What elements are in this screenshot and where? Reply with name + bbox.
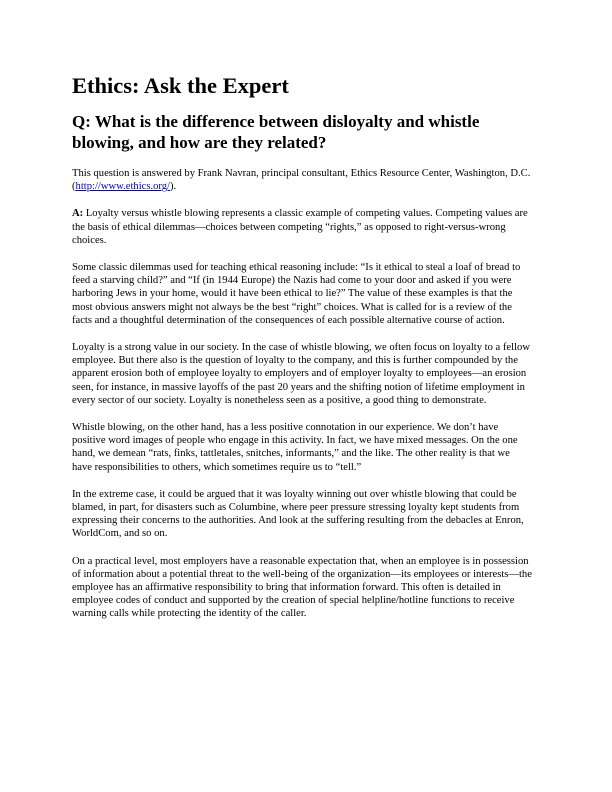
answer-text: Loyalty versus whistle blowing represents a classic example of competing values. Competing values are the basis of ethical dilemmas—choices between competing “rights,” as opposed to right-versus-wrong choices. — [72, 208, 528, 246]
question-heading: Q: What is the difference between disloyalty and whistle blowing, and how are they related? — [72, 112, 480, 152]
intro-paragraph — [72, 167, 532, 193]
intro-text: This question is answered by Frank Navran, principal consultant, Ethics Resource Center, Washington, D.C. ( — [72, 168, 531, 193]
body-paragraph: On a practical level, most employers have a reasonable expectation that, when an employee is in possession of information about a potential threat to the well-being of the organization—its employees or interests—the employee has an affirmative responsibility to bring that information forward. This often is detailed in employee codes of conduct and supported by the creation of special helpline/hotline functions to receive warning calls while protecting the identity of the caller. — [72, 555, 532, 620]
ethics-org-link[interactable]: http://www.ethics.org/ — [75, 181, 170, 193]
body-paragraph: Whistle blowing, on the other hand, has a less positive connotation in our experience. We don’t have positive word images of people who engage in this activity. In fact, we have mixed messages. On the one hand, we demean “rats, finks, tattletales, snitches, informants,” and the like. The other reality is that we have responsibilities to others, which sometimes require us to “tell.” — [72, 422, 518, 473]
body-paragraph: In the extreme case, it could be argued that it was loyalty winning out over whistle blowing that could be blamed, in part, for disasters such as Columbine, where peer pressure stressing loyalty kept students from expressing their concerns to the authorities. And look at the suffering resulting from the debacles at Enron, WorldCom, and so on. — [72, 488, 524, 540]
answer-label: A: — [72, 208, 84, 220]
intro-text-end: ). — [170, 181, 177, 193]
body-paragraph: Some classic dilemmas used for teaching ethical reasoning include: “Is it ethical to steal a loaf of bread to feed a starving child?” and “If (in 1944 Europe) the Nazis had come to your door and asked if you were harboring Jews in your home, would it have been ethical to lie?” The value of these examples is that the most obvious answers might not always be the best “right” choices. What is called for is a review of the facts and a thoughtful determination of the consequences of each possible alternative course of action. — [72, 262, 521, 326]
page-title: Ethics: Ask the Expert — [72, 73, 289, 98]
answer-paragraph — [72, 207, 532, 247]
body-paragraph: Loyalty is a strong value in our society. In the case of whistle blowing, we often focus on loyalty to a fellow employee. But there also is the question of loyalty to the company, and this is further compounded by the apparent erosion both of employee loyalty to employers and of employer loyalty to employees—an erosion seen, for instance, in massive layoffs of the past 20 years and the shifting notion of lifetime employment in every sector of our society. Loyalty is nonetheless seen as a positive, a good thing to demonstrate. — [72, 342, 530, 406]
